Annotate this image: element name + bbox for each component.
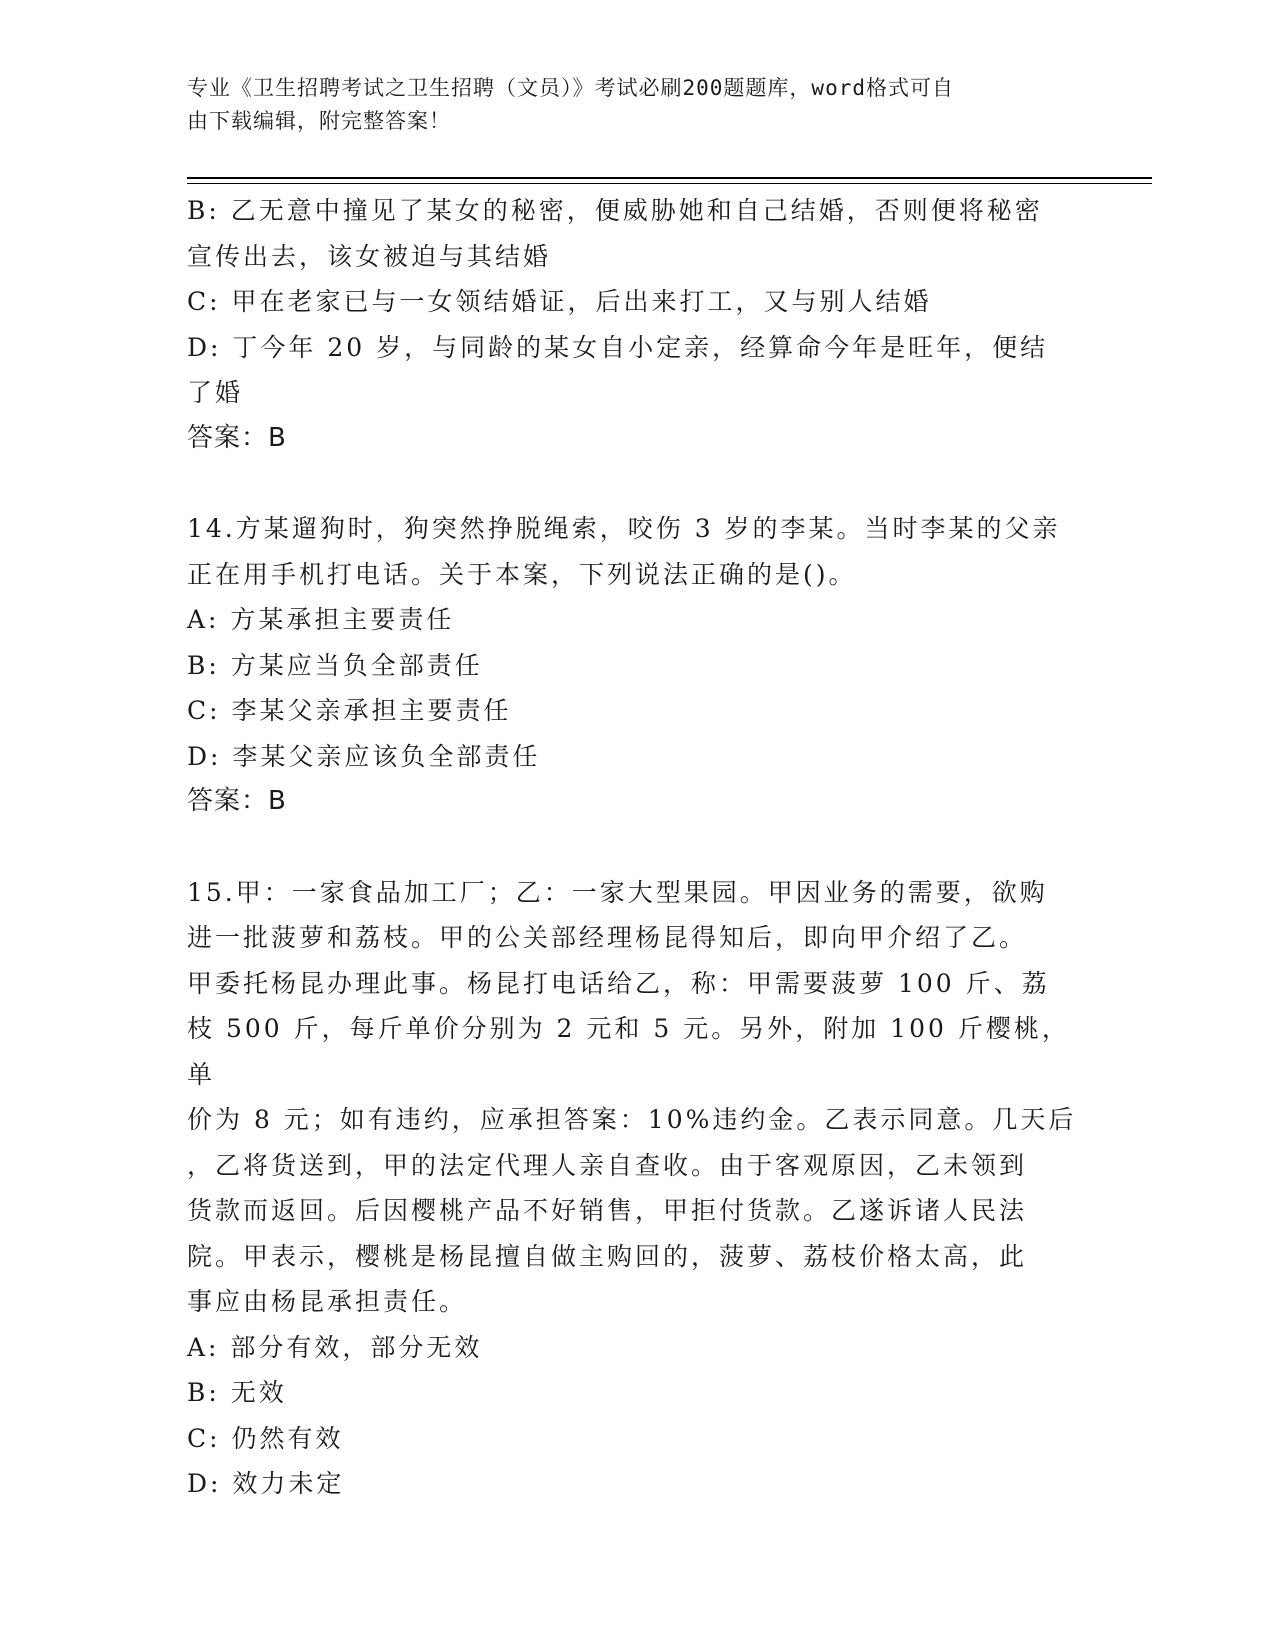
- question-14-block: [187, 506, 1087, 825]
- q15-stem-line-4: 枝 500 斤，每斤单价分别为 2 元和 5 元。另外，附加 100 斤樱桃，单: [187, 1014, 1070, 1089]
- q14-option-b: B: 方某应当负全部责任: [187, 650, 483, 680]
- q15-stem-line-3: 甲委托杨昆办理此事。杨昆打电话给乙，称：甲需要菠萝 100 斤、荔: [187, 968, 1050, 998]
- q15-stem-line-9: 事应由杨昆承担责任。: [187, 1287, 468, 1316]
- header-divider-thin: [187, 183, 1152, 184]
- q14-option-d: D: 李某父亲应该负全部责任: [187, 741, 541, 771]
- q13-answer: 答案：B: [187, 422, 287, 453]
- q15-stem-line-7: 货款而返回。后因樱桃产品不好销售，甲拒付货款。乙遂诉诸人民法: [187, 1196, 1028, 1225]
- q13-option-d-line-1: D: 丁今年 20 岁，与同龄的某女自小定亲，经算命今年是旺年，便结: [187, 332, 1049, 362]
- q15-stem-line-8: 院。甲表示，樱桃是杨昆擅自做主购回的，菠萝、荔枝价格太高，此: [187, 1241, 1028, 1271]
- q14-option-c: C: 李某父亲承担主要责任: [187, 696, 512, 725]
- q15-option-a: A: 部分有效，部分无效: [187, 1332, 483, 1362]
- q15-option-b: B: 无效: [187, 1378, 287, 1407]
- question-15-block: [187, 870, 1087, 1507]
- q13-option-b-line-2: 宣传出去，该女被迫与其结婚: [187, 241, 552, 271]
- q15-stem-line-5: 价为 8 元；如有违约，应承担答案：10%违约金。乙表示同意。几天后: [187, 1105, 1077, 1134]
- question-13-block: [187, 188, 1087, 461]
- q15-stem-line-2: 进一批菠萝和荔枝。甲的公关部经理杨昆得知后，即向甲介绍了乙。: [187, 923, 1028, 952]
- spacer: [187, 461, 1087, 506]
- q13-option-d-line-2: 了婚: [187, 378, 244, 407]
- q14-stem-line-1: 14.方某遛狗时，狗突然挣脱绳索，咬伤 3 岁的李某。当时李某的父亲: [187, 514, 1061, 543]
- document-body: [187, 188, 1087, 1507]
- header-divider-thick: [187, 177, 1152, 179]
- q15-option-c: C: 仍然有效: [187, 1423, 344, 1453]
- q14-option-a: A: 方某承担主要责任: [187, 605, 455, 634]
- q15-option-d: D: 效力未定: [187, 1469, 345, 1498]
- q13-option-c: C: 甲在老家已与一女领结婚证，后出来打工，又与别人结婚: [187, 287, 932, 316]
- q15-stem-line-1: 15.甲：一家食品加工厂；乙：一家大型果园。甲因业务的需要，欲购: [187, 877, 1048, 907]
- header-title-line-2: 由下载编辑，附完整答案！: [187, 109, 451, 133]
- q15-stem-line-6: ，乙将货送到，甲的法定代理人亲自查收。由于客观原因，乙未领到: [187, 1150, 1028, 1180]
- q14-answer: 答案：B: [187, 786, 287, 816]
- q13-option-b-line-1: B: 乙无意中撞见了某女的秘密，便威胁她和自己结婚，否则便将秘密: [187, 196, 1043, 225]
- q14-stem-line-2: 正在用手机打电话。关于本案，下列说法正确的是()。: [187, 559, 857, 589]
- document-header: [187, 72, 1067, 138]
- spacer: [187, 825, 1087, 870]
- header-title-line-1: 专业《卫生招聘考试之卫生招聘（文员）》考试必刷200题题库，word格式可自: [187, 76, 954, 100]
